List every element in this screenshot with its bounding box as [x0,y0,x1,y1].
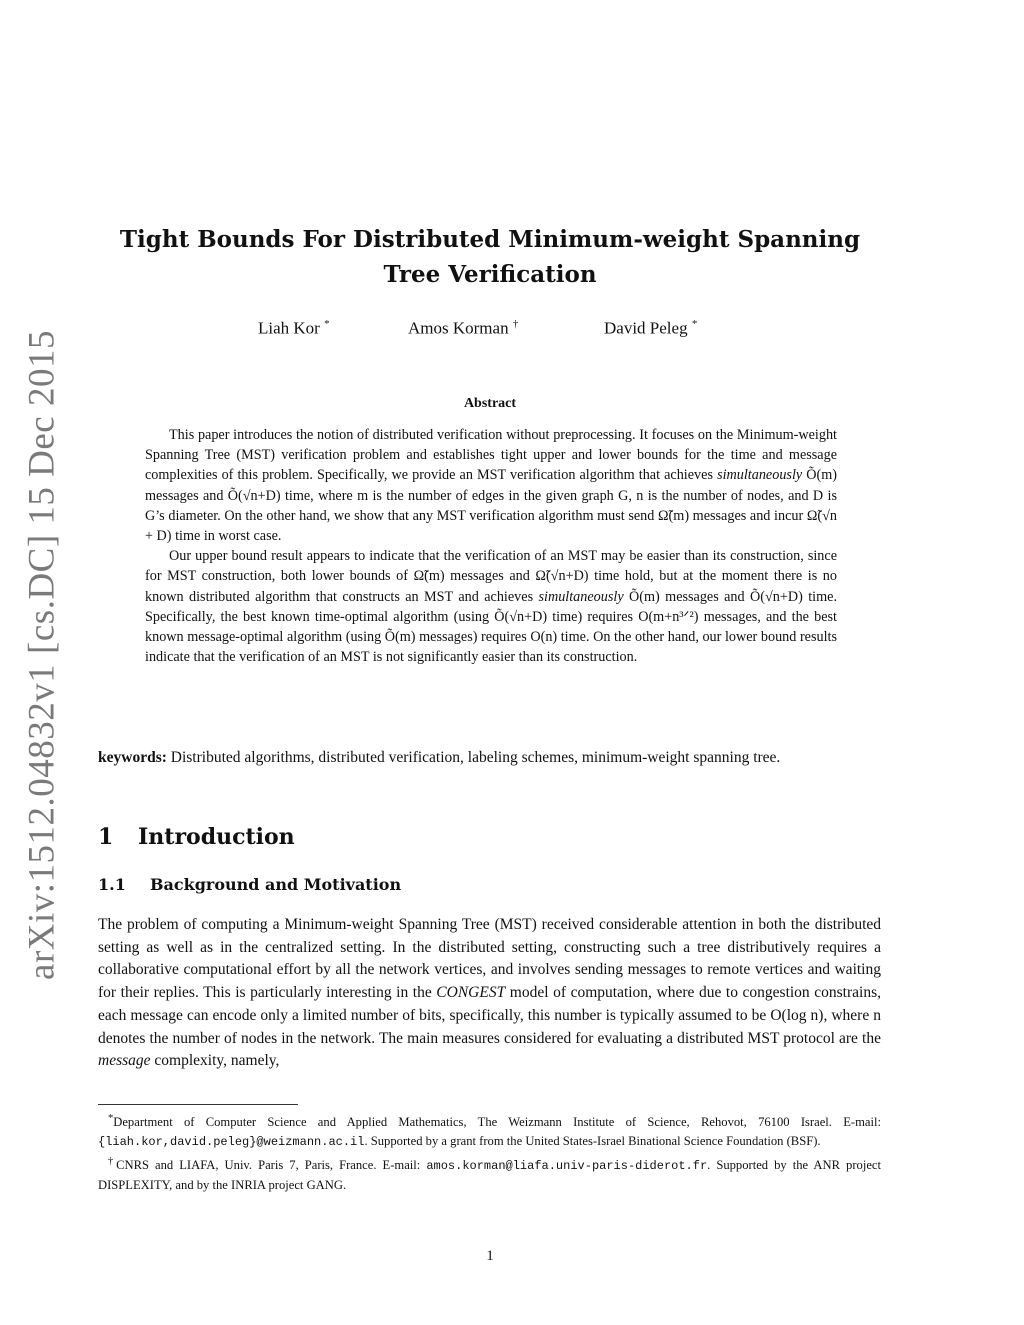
keywords [98,746,881,769]
footnote-2 [98,1152,881,1195]
abstract-body [145,425,837,667]
body-paragraph [98,914,881,1073]
author-affiliation-mark: † [512,318,519,330]
model-name: CONGEST [436,984,506,1002]
body-emphasis: message [98,1052,151,1070]
author-name: Liah Kor [258,318,320,338]
footnote-mark: † [108,1156,117,1168]
footnote-email: {liah.kor,david.peleg}@weizmann.ac.il [98,1135,365,1150]
subsection-number: 1.1 [98,875,126,894]
author-affiliation-mark: * [324,318,330,330]
abstract-heading: Abstract [463,396,517,411]
subsection-title: Background and Motivation [150,875,402,894]
abstract-text: Õ(m) messages and Õ(√n+D) time, where m is the number of edges in the given graph G, n is the number of nodes, and D is G’s diameter. On the other hand, we show that any MST verification algorithm must send Ω̃(m) messages and incur Ω̃(√n + D) time in worst case. [145,467,838,545]
footnote-text: . Supported by the ANR project DISPLEXITY, and by the INRIA project GANG. [98,1158,882,1193]
footnote-divider [98,1104,298,1105]
section-heading [98,824,295,850]
abstract-emphasis: simultaneously [538,588,624,605]
paper-title: Tight Bounds For Distributed Minimum-weight Spanning Tree Verification [119,226,861,288]
subsection-heading [98,875,401,894]
abstract-text: Õ(m) messages and Õ(√n+D) time. Specifically, the best known time-optimal algorithm (using Õ(√n+D) time) requires O(m+n³ᐟ²) messages, and the best known message-optimal algorithm (using Õ(m) messages) requires O(n) time. On the other hand, our lower bound results indicate that the verification of an MST is not significantly easier than its construction. [145,588,838,666]
abstract-text: Our upper bound result appears to indicate that the verification of an MST may be easier than its construction, since for MST construction, both lower bounds of Ω̃(m) messages and Ω̃(√n+D) time hold, but at the moment there is no known distributed algorithm that constructs an MST and achieves [145,548,837,605]
section-title: Introduction [138,824,295,850]
author-name: Amos Korman [408,318,509,338]
abstract-paragraph [145,425,837,546]
body-text: complexity, namely, [150,1052,280,1070]
keywords-text: Distributed algorithms, distributed verification, labeling schemes, minimum-weight spanning tree. [166,749,781,766]
abstract-paragraph [145,546,837,667]
author-1 [258,318,330,339]
footnote-text: CNRS and LIAFA, Univ. Paris 7, Paris, France. E-mail: [116,1158,427,1173]
body-text: model of computation, where due to congestion constrains, each message can encode only a limited number of bits, specifically, this number is typically assumed to be O(log n), where n denotes the number of nodes in the network. The main measures considered for evaluating a distributed MST protocol are the [98,984,881,1047]
paragraph-text [98,914,881,1073]
author-3 [604,318,697,339]
footnote-1 [98,1109,881,1152]
section-number: 1 [98,824,114,850]
footnotes [98,1109,881,1195]
footnote-mark: * [108,1113,114,1124]
author-name: David Peleg [604,318,688,338]
author-2 [408,318,518,339]
abstract-text: This paper introduces the notion of distributed verification without preprocessing. It focuses on the Minimum-weight Spanning Tree (MST) verification problem and establishes tight upper and lower bounds for the time and message complexities of this problem. Specifically, we provide an MST verification algorithm that achieves [145,427,837,484]
abstract-emphasis: simultaneously [717,467,803,484]
page-number: 1 [486,1248,494,1264]
footnote-text: Department of Computer Science and Applied Mathematics, The Weizmann Institute of Science, Rehovot, 76100 Israel. E-mail: [113,1115,881,1130]
author-affiliation-mark: * [691,318,698,330]
footnote-email: amos.korman@liafa.univ-paris-diderot.fr [426,1159,708,1174]
keywords-label: keywords: [98,749,167,766]
arxiv-identifier: arXiv:1512.04832v1 [cs.DC] 15 Dec 2015 [21,330,63,980]
footnote-text: . Supported by a grant from the United States-Israel Binational Science Foundation (BSF). [364,1134,821,1149]
body-text: The problem of computing a Minimum-weight Spanning Tree (MST) received considerable attention in both the distributed setting as well as in the centralized setting. In the distributed setting, constructing such a tree distributively requires a collaborative computational effort by all the network vertices, and involves sending messages to remote vertices and waiting for their replies. This is particularly interesting in the [98,916,881,1002]
